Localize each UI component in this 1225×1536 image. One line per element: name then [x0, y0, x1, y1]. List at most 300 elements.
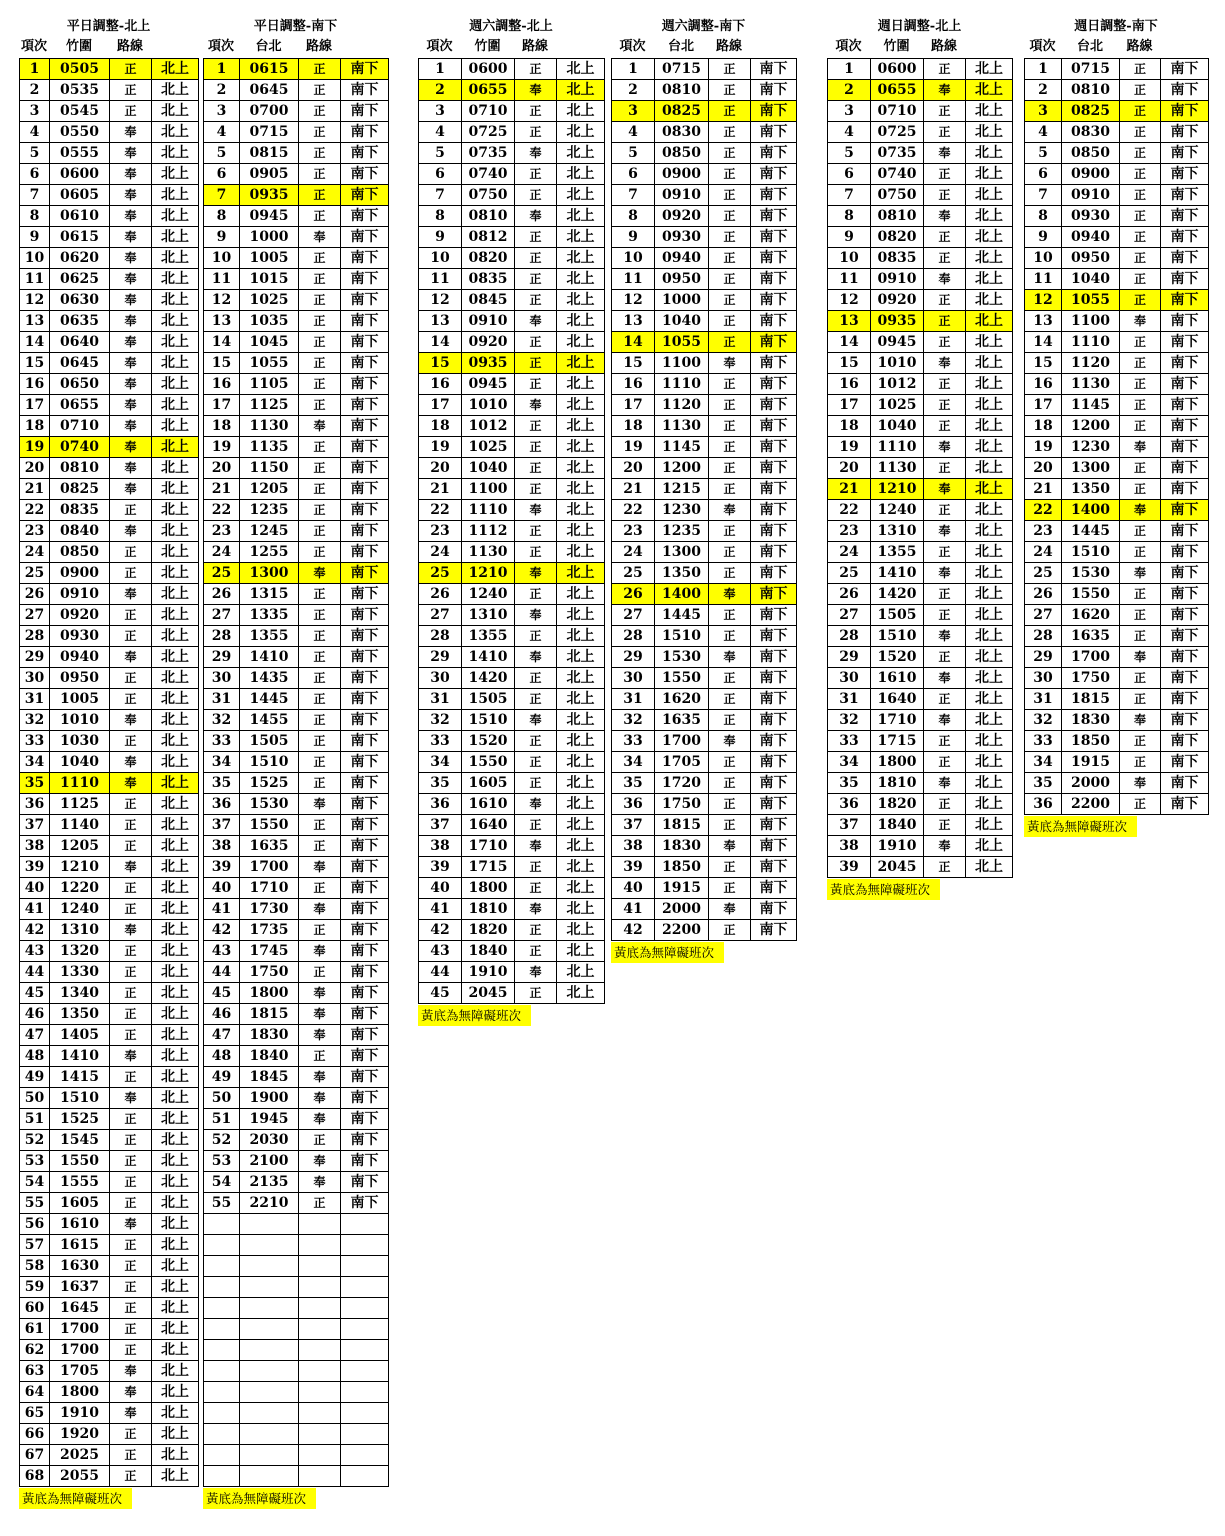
table-row [419, 647, 605, 668]
cell-route: 奉 [299, 1067, 341, 1088]
cell-time: 1135 [240, 437, 299, 458]
table-header [611, 37, 796, 58]
table-row [419, 752, 605, 773]
table-row [612, 395, 797, 416]
cell-direction: 南下 [341, 353, 389, 374]
cell-index: 22 [204, 500, 240, 521]
cell-route: 奉 [924, 479, 966, 500]
cell-route: 正 [299, 920, 341, 941]
cell-route: 奉 [299, 1025, 341, 1046]
cell-direction: 南下 [341, 227, 389, 248]
cell-route: 奉 [709, 353, 751, 374]
cell-index: 19 [204, 437, 240, 458]
cell-index: 31 [204, 689, 240, 710]
cell-index: 10 [612, 248, 655, 269]
cell-direction: 南下 [1161, 626, 1209, 647]
table-row [20, 1193, 199, 1214]
cell-route: 奉 [110, 1382, 152, 1403]
cell-route: 奉 [110, 185, 152, 206]
empty-cell [204, 1298, 240, 1319]
cell-route: 正 [299, 1130, 341, 1151]
table-row [204, 185, 389, 206]
cell-route: 正 [110, 815, 152, 836]
cell-time: 1640 [871, 689, 924, 710]
cell-direction: 北上 [966, 374, 1013, 395]
cell-route: 奉 [110, 206, 152, 227]
cell-time: 0830 [1062, 122, 1120, 143]
cell-index: 26 [1025, 584, 1062, 605]
table-row [20, 1172, 199, 1193]
cell-direction: 北上 [152, 101, 199, 122]
cell-direction: 北上 [966, 248, 1013, 269]
cell-index: 17 [612, 395, 655, 416]
cell-time: 0920 [50, 605, 110, 626]
cell-time: 1255 [240, 542, 299, 563]
cell-direction: 南下 [341, 248, 389, 269]
cell-time: 1635 [240, 836, 299, 857]
cell-index: 7 [20, 185, 50, 206]
table-row [20, 605, 199, 626]
cell-index: 9 [612, 227, 655, 248]
accessible-note: 黃底為無障礙班次 [827, 879, 940, 900]
cell-direction: 北上 [557, 584, 605, 605]
cell-index: 2 [20, 80, 50, 101]
cell-direction: 北上 [557, 773, 605, 794]
cell-index: 4 [612, 122, 655, 143]
cell-direction: 北上 [152, 1340, 199, 1361]
table-row [612, 542, 797, 563]
table-row [204, 626, 389, 647]
cell-direction: 南下 [1161, 689, 1209, 710]
cell-direction: 北上 [152, 500, 199, 521]
cell-index: 2 [419, 80, 462, 101]
cell-time: 2210 [240, 1193, 299, 1214]
saturday-southbound-table [611, 16, 796, 963]
cell-route: 正 [299, 80, 341, 101]
table-row [204, 206, 389, 227]
cell-index: 7 [419, 185, 462, 206]
cell-direction: 北上 [966, 437, 1013, 458]
cell-direction: 南下 [751, 185, 797, 206]
empty-row [204, 1277, 389, 1298]
empty-cell [204, 1382, 240, 1403]
cell-route: 正 [709, 773, 751, 794]
cell-direction: 北上 [966, 164, 1013, 185]
table-row [828, 731, 1013, 752]
cell-index: 19 [612, 437, 655, 458]
table-row [828, 710, 1013, 731]
cell-direction: 北上 [557, 668, 605, 689]
table-row [612, 731, 797, 752]
cell-direction: 北上 [966, 836, 1013, 857]
cell-direction: 南下 [341, 185, 389, 206]
cell-route: 奉 [1120, 311, 1161, 332]
timetable [1024, 58, 1209, 815]
table-row [612, 500, 797, 521]
table-row [612, 836, 797, 857]
cell-route: 正 [515, 626, 557, 647]
cell-index: 43 [419, 941, 462, 962]
cell-time: 0910 [1062, 185, 1120, 206]
table-row [20, 815, 199, 836]
cell-route: 奉 [110, 1214, 152, 1235]
cell-route: 正 [515, 269, 557, 290]
cell-direction: 南下 [341, 458, 389, 479]
cell-route: 正 [299, 647, 341, 668]
timetable [418, 58, 605, 1004]
table-row [204, 269, 389, 290]
table-row [20, 500, 199, 521]
cell-direction: 南下 [751, 479, 797, 500]
cell-time: 0710 [462, 101, 515, 122]
cell-time: 1550 [240, 815, 299, 836]
table-row [20, 395, 199, 416]
cell-direction: 北上 [557, 80, 605, 101]
cell-index: 23 [20, 521, 50, 542]
table-row [20, 1088, 199, 1109]
cell-route: 正 [709, 101, 751, 122]
cell-time: 0920 [871, 290, 924, 311]
cell-index: 52 [20, 1130, 50, 1151]
accessible-note: 黃底為無障礙班次 [1024, 816, 1137, 837]
cell-time: 1125 [240, 395, 299, 416]
cell-route: 正 [924, 689, 966, 710]
cell-route: 正 [299, 185, 341, 206]
table-row [20, 458, 199, 479]
cell-time: 2200 [1062, 794, 1120, 815]
cell-time: 1840 [240, 1046, 299, 1067]
cell-direction: 南下 [341, 710, 389, 731]
cell-index: 19 [1025, 437, 1062, 458]
cell-direction: 南下 [341, 1130, 389, 1151]
cell-route: 正 [924, 59, 966, 80]
table-row [20, 122, 199, 143]
cell-time: 1335 [240, 605, 299, 626]
cell-direction: 南下 [1161, 164, 1209, 185]
cell-direction: 北上 [966, 668, 1013, 689]
cell-direction: 南下 [751, 668, 797, 689]
empty-cell [299, 1382, 341, 1403]
cell-time: 1210 [462, 563, 515, 584]
cell-index: 22 [419, 500, 462, 521]
cell-route: 正 [299, 458, 341, 479]
table-row [20, 80, 199, 101]
cell-route: 奉 [110, 353, 152, 374]
table-row [828, 500, 1013, 521]
cell-index: 10 [204, 248, 240, 269]
cell-index: 64 [20, 1382, 50, 1403]
cell-time: 1910 [462, 962, 515, 983]
cell-time: 1810 [871, 773, 924, 794]
cell-route: 奉 [924, 80, 966, 101]
cell-direction: 北上 [557, 374, 605, 395]
table-row [419, 626, 605, 647]
table-row [419, 941, 605, 962]
table-row [204, 731, 389, 752]
header-route: 路線 [521, 39, 548, 54]
cell-index: 29 [612, 647, 655, 668]
cell-index: 38 [828, 836, 871, 857]
empty-row [204, 1424, 389, 1445]
cell-index: 31 [828, 689, 871, 710]
cell-time: 1520 [462, 731, 515, 752]
cell-direction: 南下 [341, 395, 389, 416]
cell-time: 1750 [240, 962, 299, 983]
cell-time: 0900 [655, 164, 709, 185]
cell-time: 1545 [50, 1130, 110, 1151]
cell-direction: 南下 [1161, 311, 1209, 332]
cell-route: 正 [1120, 605, 1161, 626]
table-row [20, 1445, 199, 1466]
cell-route: 正 [299, 248, 341, 269]
cell-route: 奉 [515, 605, 557, 626]
table-row [1025, 479, 1209, 500]
table-row [419, 269, 605, 290]
cell-route: 奉 [110, 227, 152, 248]
table-row [419, 605, 605, 626]
cell-direction: 北上 [966, 752, 1013, 773]
cell-direction: 北上 [152, 248, 199, 269]
cell-route: 正 [1120, 626, 1161, 647]
cell-route: 正 [709, 857, 751, 878]
cell-index: 15 [204, 353, 240, 374]
cell-index: 42 [204, 920, 240, 941]
cell-time: 1100 [1062, 311, 1120, 332]
cell-time: 2045 [462, 983, 515, 1004]
cell-route: 奉 [515, 962, 557, 983]
cell-time: 1110 [50, 773, 110, 794]
cell-index: 5 [828, 143, 871, 164]
cell-index: 10 [20, 248, 50, 269]
cell-time: 0940 [1062, 227, 1120, 248]
empty-cell [299, 1424, 341, 1445]
cell-route: 奉 [515, 80, 557, 101]
cell-route: 正 [924, 731, 966, 752]
cell-route: 奉 [110, 1046, 152, 1067]
cell-direction: 北上 [557, 605, 605, 626]
cell-time: 0635 [50, 311, 110, 332]
cell-time: 2055 [50, 1466, 110, 1487]
empty-row [204, 1466, 389, 1487]
cell-route: 正 [299, 1193, 341, 1214]
cell-index: 14 [612, 332, 655, 353]
cell-index: 39 [828, 857, 871, 878]
cell-time: 0950 [50, 668, 110, 689]
table-row [204, 899, 389, 920]
cell-time: 1220 [50, 878, 110, 899]
cell-index: 20 [1025, 458, 1062, 479]
cell-direction: 北上 [152, 794, 199, 815]
cell-index: 11 [204, 269, 240, 290]
cell-index: 40 [20, 878, 50, 899]
cell-time: 1525 [240, 773, 299, 794]
cell-route: 正 [110, 962, 152, 983]
cell-time: 1130 [655, 416, 709, 437]
table-row [828, 437, 1013, 458]
cell-direction: 北上 [152, 1403, 199, 1424]
table-row [20, 731, 199, 752]
cell-time: 1405 [50, 1025, 110, 1046]
cell-time: 1700 [50, 1340, 110, 1361]
cell-index: 30 [419, 668, 462, 689]
cell-index: 29 [828, 647, 871, 668]
cell-time: 2135 [240, 1172, 299, 1193]
table-row [828, 626, 1013, 647]
cell-route: 奉 [110, 920, 152, 941]
table-row [612, 815, 797, 836]
table-row [612, 248, 797, 269]
cell-time: 1505 [871, 605, 924, 626]
cell-index: 43 [20, 941, 50, 962]
cell-direction: 北上 [152, 80, 199, 101]
cell-direction: 南下 [341, 479, 389, 500]
cell-direction: 北上 [152, 311, 199, 332]
cell-route: 正 [709, 269, 751, 290]
cell-direction: 南下 [1161, 584, 1209, 605]
cell-index: 2 [204, 80, 240, 101]
cell-route: 正 [299, 815, 341, 836]
table-row [204, 1109, 389, 1130]
cell-time: 1235 [240, 500, 299, 521]
cell-direction: 南下 [341, 941, 389, 962]
empty-row [204, 1403, 389, 1424]
cell-direction: 南下 [751, 290, 797, 311]
cell-index: 5 [419, 143, 462, 164]
cell-index: 52 [204, 1130, 240, 1151]
cell-index: 27 [828, 605, 871, 626]
cell-route: 奉 [110, 374, 152, 395]
table-row [1025, 626, 1209, 647]
cell-index: 8 [828, 206, 871, 227]
cell-route: 奉 [110, 584, 152, 605]
cell-index: 9 [1025, 227, 1062, 248]
cell-index: 34 [612, 752, 655, 773]
cell-index: 59 [20, 1277, 50, 1298]
table-row [20, 290, 199, 311]
cell-direction: 北上 [557, 353, 605, 374]
cell-direction: 南下 [1161, 80, 1209, 101]
cell-time: 0830 [655, 122, 709, 143]
cell-direction: 北上 [966, 689, 1013, 710]
cell-time: 0930 [1062, 206, 1120, 227]
cell-route: 正 [110, 1067, 152, 1088]
cell-index: 23 [612, 521, 655, 542]
cell-route: 正 [515, 101, 557, 122]
table-row [612, 668, 797, 689]
cell-direction: 南下 [341, 731, 389, 752]
table-row [1025, 227, 1209, 248]
cell-route: 正 [299, 605, 341, 626]
cell-time: 0710 [871, 101, 924, 122]
cell-route: 正 [515, 479, 557, 500]
cell-time: 1040 [1062, 269, 1120, 290]
cell-direction: 北上 [152, 479, 199, 500]
table-row [20, 1151, 199, 1172]
cell-route: 正 [515, 122, 557, 143]
cell-time: 1055 [240, 353, 299, 374]
table-row [1025, 437, 1209, 458]
cell-time: 1505 [462, 689, 515, 710]
cell-route: 正 [110, 101, 152, 122]
empty-cell [204, 1235, 240, 1256]
table-row [20, 1025, 199, 1046]
cell-direction: 北上 [152, 962, 199, 983]
cell-time: 1800 [50, 1382, 110, 1403]
cell-index: 28 [1025, 626, 1062, 647]
cell-time: 1245 [240, 521, 299, 542]
cell-time: 0615 [240, 59, 299, 80]
table-row [612, 584, 797, 605]
cell-direction: 北上 [557, 269, 605, 290]
header-direction [750, 37, 796, 58]
cell-route: 正 [299, 689, 341, 710]
cell-index: 27 [1025, 605, 1062, 626]
table-title: 平日調整-北上 [66, 19, 151, 34]
cell-route: 正 [110, 1004, 152, 1025]
cell-index: 42 [612, 920, 655, 941]
cell-time: 1820 [871, 794, 924, 815]
cell-direction: 北上 [557, 395, 605, 416]
cell-time: 0945 [871, 332, 924, 353]
cell-direction: 南下 [751, 710, 797, 731]
table-row [419, 311, 605, 332]
cell-time: 0910 [871, 269, 924, 290]
header-direction [151, 37, 198, 58]
cell-time: 2100 [240, 1151, 299, 1172]
table-row [204, 668, 389, 689]
cell-time: 0810 [655, 80, 709, 101]
table-row [204, 290, 389, 311]
cell-direction: 北上 [966, 416, 1013, 437]
cell-time: 1840 [871, 815, 924, 836]
cell-direction: 南下 [341, 290, 389, 311]
table-row [20, 1214, 199, 1235]
cell-route: 正 [709, 710, 751, 731]
cell-route: 正 [110, 1298, 152, 1319]
cell-index: 8 [419, 206, 462, 227]
table-row [204, 920, 389, 941]
cell-direction: 南下 [1161, 269, 1209, 290]
cell-direction: 北上 [966, 647, 1013, 668]
cell-route: 奉 [110, 395, 152, 416]
cell-route: 奉 [924, 773, 966, 794]
cell-time: 1525 [50, 1109, 110, 1130]
cell-direction: 北上 [152, 983, 199, 1004]
cell-index: 17 [204, 395, 240, 416]
cell-route: 正 [924, 227, 966, 248]
cell-index: 1 [612, 59, 655, 80]
table-row [204, 647, 389, 668]
cell-time: 1040 [655, 311, 709, 332]
cell-time: 1100 [655, 353, 709, 374]
cell-direction: 南下 [751, 899, 797, 920]
cell-index: 4 [828, 122, 871, 143]
cell-route: 正 [110, 1235, 152, 1256]
table-row [612, 59, 797, 80]
cell-direction: 北上 [966, 521, 1013, 542]
cell-time: 1355 [462, 626, 515, 647]
cell-route: 奉 [515, 206, 557, 227]
cell-index: 44 [20, 962, 50, 983]
cell-index: 51 [204, 1109, 240, 1130]
cell-time: 1815 [240, 1004, 299, 1025]
cell-direction: 南下 [751, 101, 797, 122]
table-row [20, 1277, 199, 1298]
cell-index: 9 [419, 227, 462, 248]
cell-time: 1410 [871, 563, 924, 584]
table-row [204, 710, 389, 731]
cell-time: 1520 [871, 647, 924, 668]
